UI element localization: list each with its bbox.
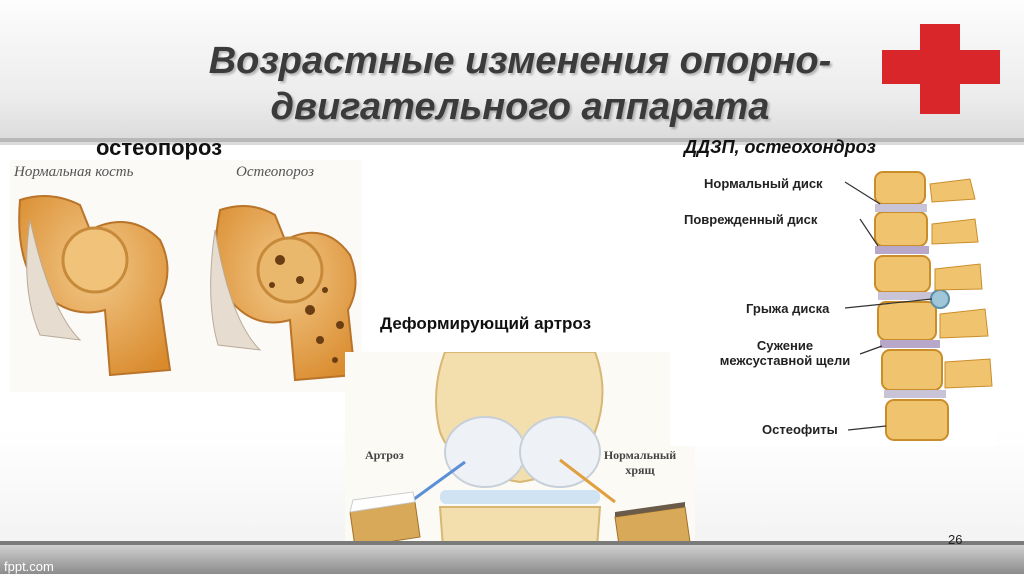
- label-narrowing-line-1: Сужение: [756, 338, 814, 353]
- label-normal-disc: Нормальный диск: [704, 176, 823, 191]
- label-damaged-disc: Поврежденный диск: [684, 212, 818, 227]
- label-disc-hernia: Грыжа диска: [746, 301, 830, 316]
- hip-bones-drawing: [10, 160, 362, 392]
- hip-bone-illustration: [10, 160, 362, 392]
- arthrosis-caption: Артроз: [365, 448, 404, 462]
- label-narrowing: [710, 338, 860, 368]
- watermark-text: fppt.com: [4, 559, 54, 574]
- spine-illustration: [670, 164, 998, 446]
- label-narrowing-line-2: межсуставной щели: [719, 353, 851, 368]
- normal-cartilage-line-2: хрящ: [625, 463, 655, 477]
- osteoporosis-bone-shape: [211, 206, 356, 380]
- osteoporosis-caption: Остеопороз: [236, 164, 314, 180]
- normal-cartilage-line-1: Нормальный: [603, 448, 677, 462]
- osteoporosis-heading: остеопороз: [96, 135, 223, 160]
- normal-cartilage-caption: [595, 448, 685, 478]
- normal-bone-shape: [19, 196, 170, 375]
- title-line-2: двигательного аппарата: [270, 86, 770, 128]
- spine-drawing: [670, 164, 998, 446]
- page-number: 26: [948, 532, 963, 547]
- title-line-1: Возрастные изменения опорно-: [208, 40, 832, 82]
- footer-band: [0, 545, 1024, 574]
- spine-heading: ДДЗП, остеохондроз: [684, 137, 876, 157]
- arthrosis-heading: Деформирующий артроз: [380, 314, 592, 333]
- normal-bone-caption: Нормальная кость: [14, 164, 134, 180]
- label-osteophytes: Остеофиты: [762, 422, 838, 437]
- slide-title: [140, 38, 900, 130]
- medical-cross-icon: [880, 20, 1002, 116]
